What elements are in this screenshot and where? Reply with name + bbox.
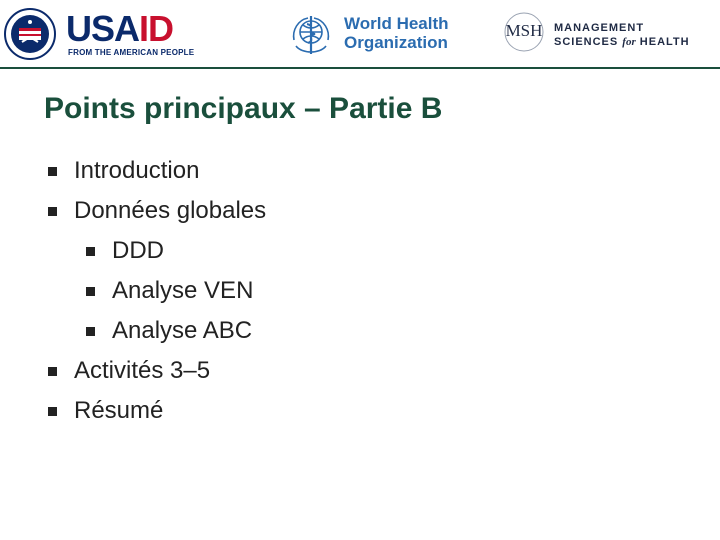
- usaid-seal-icon: [4, 8, 56, 60]
- bullet-item: [48, 196, 266, 226]
- bullet-text: Résumé: [74, 397, 164, 424]
- who-emblem-icon: [286, 10, 336, 58]
- msh-name-line2-b: HEALTH: [635, 36, 690, 48]
- msh-name-line1: MANAGEMENT: [554, 22, 645, 34]
- usaid-logo: [4, 8, 204, 60]
- sub-bullet-item: [86, 316, 252, 346]
- bullet-text: Données globales: [74, 197, 267, 224]
- usaid-wordmark-blue: USA: [66, 8, 140, 49]
- square-bullet-icon: [86, 285, 96, 297]
- bullet-text: Analyse VEN: [112, 277, 254, 304]
- who-logo: [286, 10, 449, 58]
- square-bullet-icon: [86, 325, 96, 337]
- bullet-item: [48, 396, 163, 426]
- usaid-wordmark-red: ID: [139, 8, 174, 49]
- square-bullet-icon: [86, 245, 96, 257]
- bullet-text: Activités 3–5: [74, 357, 211, 384]
- msh-mark-text: MSH: [505, 21, 543, 40]
- sub-bullet-item: [86, 236, 164, 266]
- square-bullet-icon: [48, 165, 58, 177]
- bullet-text: Introduction: [74, 157, 200, 184]
- who-name-line2: Organization: [344, 33, 448, 52]
- msh-name-line2: [554, 35, 690, 49]
- who-name-line1: World Health: [344, 14, 449, 33]
- who-name: [344, 14, 449, 52]
- msh-logo: [504, 12, 714, 52]
- msh-name: [554, 21, 690, 49]
- sub-bullet-item: [86, 276, 253, 306]
- usaid-tagline: FROM THE AMERICAN PEOPLE: [68, 48, 195, 57]
- msh-name-line2-a: SCIENCES: [554, 36, 623, 48]
- header-divider: [0, 67, 720, 69]
- square-bullet-icon: [48, 205, 58, 217]
- bullet-item: [48, 156, 199, 186]
- slide-title: Points principaux – Partie B: [44, 92, 443, 125]
- logo-bar: [0, 0, 720, 68]
- square-bullet-icon: [48, 405, 58, 417]
- usaid-wordmark: [66, 10, 173, 48]
- msh-name-line2-for: for: [622, 36, 636, 48]
- square-bullet-icon: [48, 365, 58, 377]
- bullet-text: Analyse ABC: [112, 317, 253, 344]
- bullet-text: DDD: [112, 237, 164, 264]
- bullet-item: [48, 356, 210, 386]
